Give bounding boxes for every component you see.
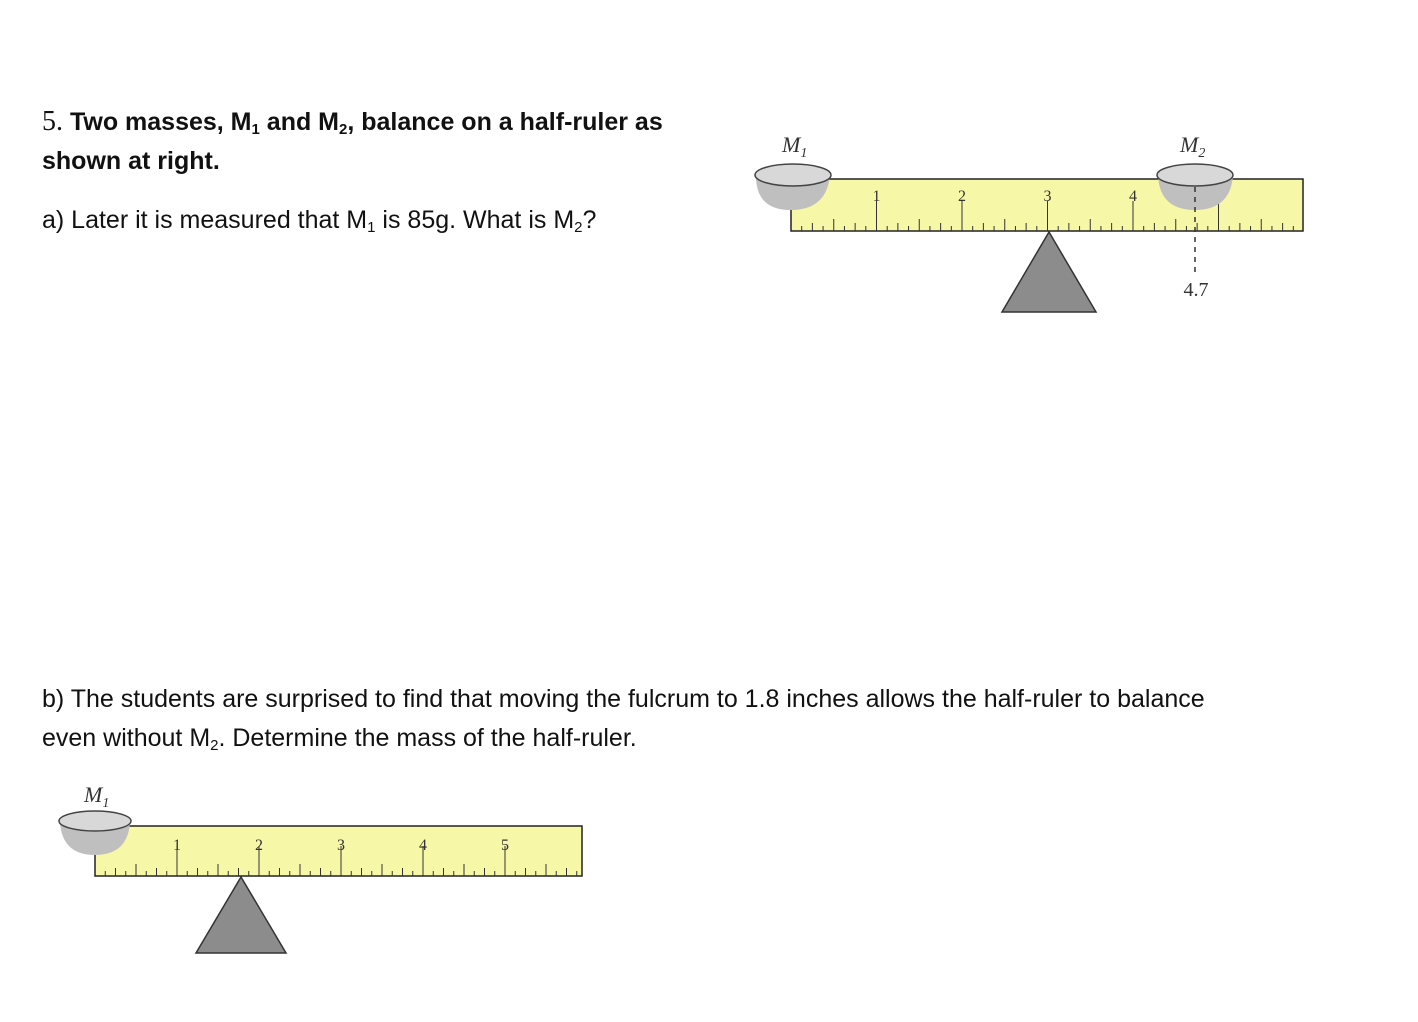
- m2-label: $M_2$: [1180, 132, 1206, 161]
- ruler-tick-label: 1: [173, 837, 181, 854]
- part-a-sub-1: 1: [367, 219, 376, 236]
- m1-label: $M_1$: [782, 132, 808, 161]
- title-text-2: and M: [259, 108, 340, 136]
- part-b-text-2: . Determine the mass of the half-ruler.: [218, 724, 637, 752]
- ruler-tick-label: 4: [1129, 188, 1137, 205]
- part-a-text-2: is 85g. What is M: [375, 206, 575, 234]
- ruler-tick-label: 1: [872, 188, 881, 205]
- question-number: 5.: [42, 106, 63, 137]
- fulcrum-triangle-2: [196, 877, 286, 953]
- ruler-tick-label: 4: [419, 837, 427, 854]
- part-a-text-3: ?: [582, 206, 597, 234]
- part-b-text-1: b) The students are surprised to find that moving the fulcrum to 1.8 inches allows the half-ruler to balance even without M: [42, 685, 1205, 752]
- part-a-text-1: a) Later it is measured that M: [42, 206, 368, 234]
- ruler-tick-label: 5: [501, 837, 509, 854]
- part-b-sub-1: 2: [210, 737, 219, 754]
- ruler-tick-label: 3: [337, 837, 345, 854]
- title-text-3: , balance on a half-ruler as shown at right.: [42, 108, 663, 175]
- title-sub-2: 2: [339, 121, 348, 138]
- title-text-1: Two masses, M: [69, 108, 252, 136]
- position-marker-label: 4.7: [1183, 279, 1209, 301]
- ruler-tick-label: 2: [255, 837, 263, 854]
- ruler-tick-label: 3: [1043, 188, 1052, 205]
- part-a-sub-2: 2: [574, 219, 583, 236]
- ruler-tick-label: 2: [958, 188, 966, 205]
- m1-label-2: $M_1$: [84, 782, 110, 811]
- title-sub-1: 1: [251, 121, 260, 138]
- mass-m1-2: [59, 811, 131, 831]
